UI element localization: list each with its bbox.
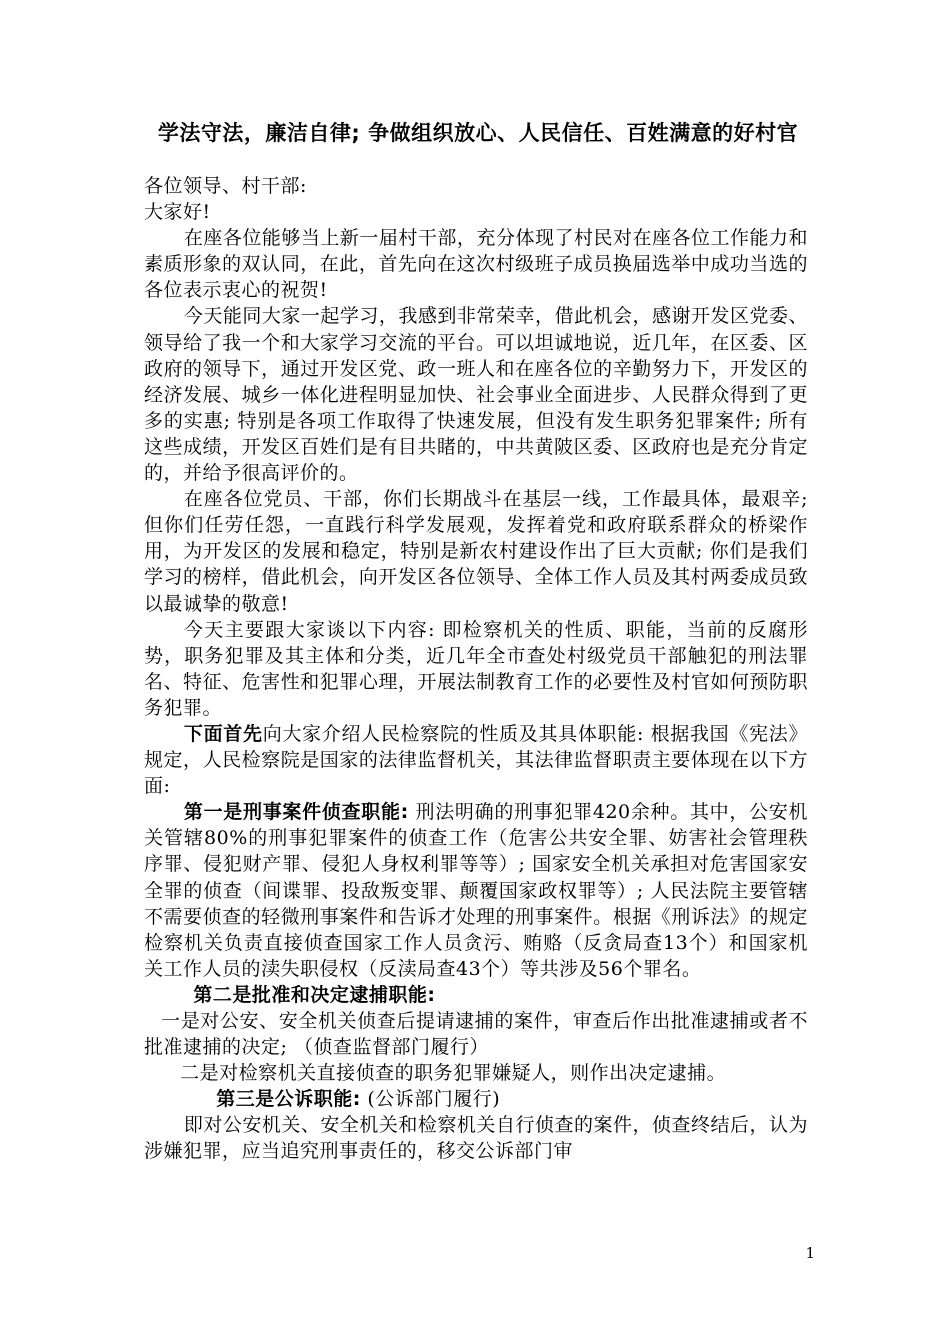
paragraph-introduction — [144, 721, 808, 799]
section-prosecution-note: (公诉部门履行) — [360, 1088, 501, 1111]
page-number: 1 — [805, 1244, 815, 1262]
document-body — [144, 173, 808, 1165]
intro-lead: 下面首先 — [183, 722, 263, 745]
paragraph-agenda: 今天主要跟大家谈以下内容: 即检察机关的性质、职能，当前的反腐形势，职务犯罪及其主体和分类，近几年全市查处村级党员干部触犯的刑法罪名、特征、危害性和犯罪心理，开展法制教育工作的必要性及村官如何预防职务犯罪。 — [144, 618, 808, 719]
intro-text: 向大家介绍人民检察院的性质及其具体职能: 根据我国《宪法》规定，人民检察院是国家的法律监督机关，其法律监督职责主要体现在以下方面: — [144, 722, 808, 798]
paragraph-thanks: 今天能同大家一起学习，我感到非常荣幸，借此机会，感谢开发区党委、领导给了我一个和大家学习交流的平台。可以坦诚地说，近几年，在区委、区政府的领导下，通过开发区党、政一班人和在座各位的辛勤努力下，开发区的经济发展、城乡一体化进程明显加快、社会事业全面进步、人民群众得到了更多的实惠; 特别是各项工作取得了快速发展，但没有发生职务犯罪案件; 所有这些成绩，开发区百姓们是有目共睹的，中共黄陂区委、区政府也是充分肯定的，并给予很高评价的。 — [144, 305, 808, 485]
section-investigation — [144, 799, 808, 982]
section-investigation-text: 刑法明确的刑事犯罪420余种。其中，公安机关管辖80%的刑事犯罪案件的侦查工作（危害公共安全罪、妨害社会管理秩序罪、侵犯财产罪、侵犯人身权利罪等等）; 国家安全机关承担对危害国家安全罪的侦查（间谍罪、投敌叛变罪、颠覆国家政权罪等）; 人民法院主要管辖不需要侦查的轻微刑事案件和告诉才处理的刑事案件。根据《刑诉法》的规定检察机关负责直接侦查国家工作人员贪污、贿赂（反贪局查13个）和国家机关工作人员的渎失职侵权（反渎局查43个）等共涉及56个罪名。 — [144, 801, 808, 980]
greeting: 大家好! — [144, 201, 211, 224]
section-investigation-heading: 第一是刑事案件侦查职能: — [183, 801, 409, 824]
section-arrest-item-1: 一是对公安、安全机关侦查后提请逮捕的案件，审查后作出批准逮捕或者不批准逮捕的决定; （侦查监督部门履行） — [144, 1010, 808, 1059]
paragraph-tribute: 在座各位党员、干部，你们长期战斗在基层一线，工作最具体，最艰辛; 但你们任劳任怨，一直践行科学发展观，发挥着党和政府联系群众的桥梁作用，为开发区的发展和稳定，特别是新农村建设作出了巨大贡献; 你们是我们学习的榜样，借此机会，向开发区各位领导、全体工作人员及其村两委成员致以最诚挚的敬意! — [144, 488, 808, 615]
section-arrest-heading: 第二是批准和决定逮捕职能: — [193, 983, 436, 1006]
section-arrest-item-2: 二是对检察机关直接侦查的职务犯罪嫌疑人，则作出决定逮捕。 — [180, 1062, 727, 1085]
paragraph-congratulations: 在座各位能够当上新一届村干部，充分体现了村民对在座各位工作能力和素质形象的双认同，在此，首先向在这次村级班子成员换届选举中成功当选的各位表示衷心的祝贺! — [144, 227, 808, 302]
document-title: 学法守法，廉洁自律; 争做组织放心、人民信任、百姓满意的好村官 — [157, 121, 799, 145]
section-prosecution-heading: 第三是公诉职能: (公诉部门履行) — [216, 1088, 501, 1111]
salutation: 各位领导、村干部: — [144, 175, 307, 197]
section-prosecution-text: 即对公安机关、安全机关和检察机关自行侦查的案件，侦查终结后，认为涉嫌犯罪，应当追究刑事责任的，移交公诉部门审 — [144, 1114, 808, 1163]
